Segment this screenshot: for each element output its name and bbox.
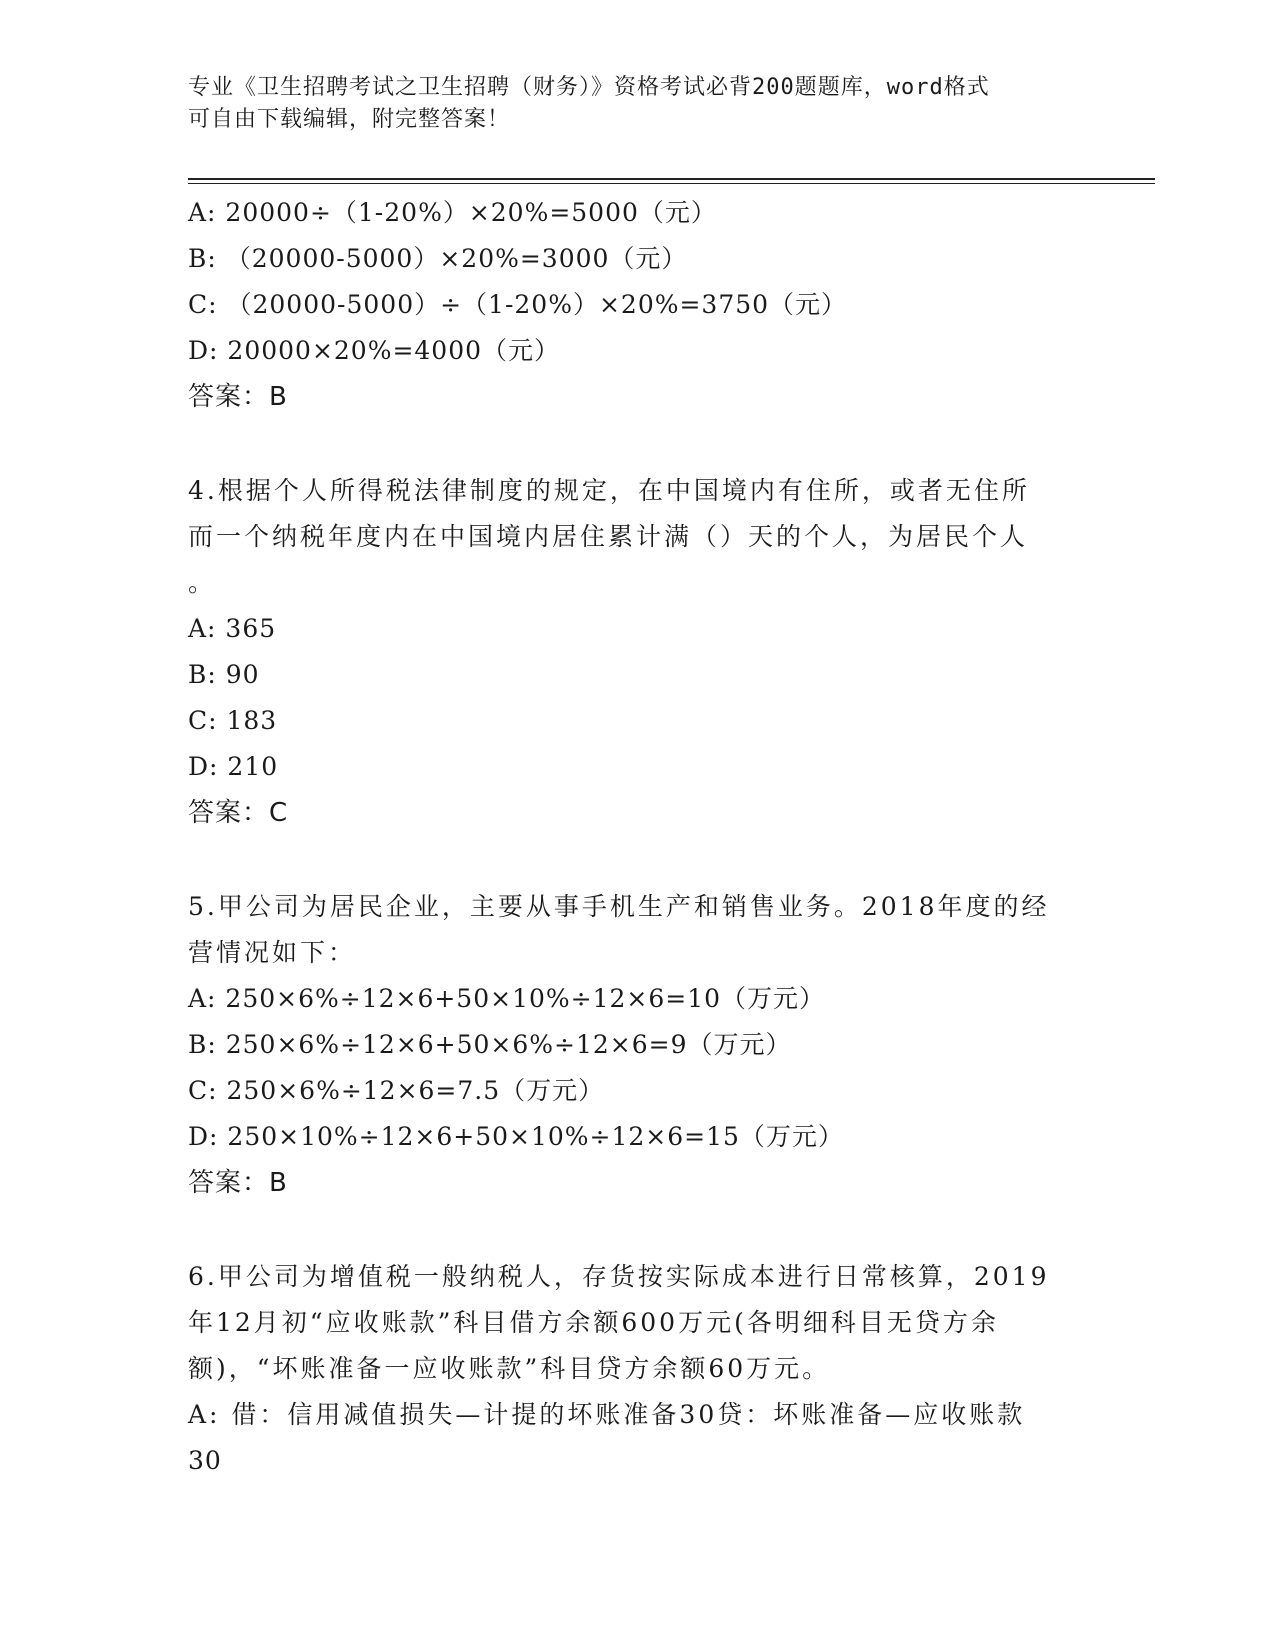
- header-divider-thin: [188, 183, 1155, 184]
- option-d: D: 20000×20%=4000（元）: [188, 336, 561, 365]
- option-b: B: 90: [188, 660, 260, 689]
- question-stem-line: 营情况如下：: [188, 938, 357, 967]
- question-stem-line: 。: [188, 568, 215, 597]
- option-b: B: 250×6%÷12×6+50×6%÷12×6=9（万元）: [188, 1030, 792, 1059]
- spacer: [188, 1206, 1068, 1254]
- answer-label: 答案：B: [188, 1168, 288, 1198]
- question-stem-line: 4.根据个人所得税法律制度的规定，在中国境内有住所，或者无住所: [188, 476, 1030, 505]
- header-line-2: 可自由下载编辑，附完整答案！: [188, 107, 511, 132]
- header-divider-thick: [188, 178, 1155, 180]
- header-line-1: 专业《卫生招聘考试之卫生招聘（财务）》资格考试必背200题题库，word格式: [188, 75, 990, 100]
- option-a-continued: 30: [188, 1446, 222, 1475]
- option-a: A: 250×6%÷12×6+50×10%÷12×6=10（万元）: [188, 984, 826, 1013]
- question-6: [188, 1254, 1068, 1484]
- question-stem-line: 额)，“坏账准备一应收账款”科目贷方余额60万元。: [188, 1354, 831, 1383]
- option-a: A: 365: [188, 614, 277, 643]
- spacer: [188, 836, 1068, 884]
- option-b: B: （20000-5000）×20%=3000（元）: [188, 244, 688, 273]
- document-body: [188, 190, 1068, 1484]
- question-5: [188, 884, 1068, 1206]
- question-stem-line: 年12月初“应收账款”科目借方余额600万元(各明细科目无贷方余: [188, 1308, 999, 1337]
- question-4: [188, 468, 1068, 836]
- spacer: [188, 420, 1068, 468]
- option-c: C: 250×6%÷12×6=7.5（万元）: [188, 1076, 605, 1105]
- answer-label: 答案：C: [188, 798, 289, 828]
- option-a: A: 借：信用减值损失—计提的坏账准备30贷：坏账准备—应收账款: [188, 1400, 1026, 1429]
- option-d: D: 250×10%÷12×6+50×10%÷12×6=15（万元）: [188, 1122, 844, 1151]
- option-c: C: （20000-5000）÷（1-20%）×20%=3750（元）: [188, 290, 848, 319]
- question-3: [188, 190, 1068, 420]
- option-a: A: 20000÷（1-20%）×20%=5000（元）: [188, 198, 717, 227]
- answer-label: 答案：B: [188, 382, 288, 412]
- question-stem-line: 而一个纳税年度内在中国境内居住累计满（）天的个人，为居民个人: [188, 522, 1029, 551]
- document-header: [188, 72, 1088, 136]
- option-d: D: 210: [188, 752, 279, 781]
- question-stem-line: 6.甲公司为增值税一般纳税人，存货按实际成本进行日常核算，2019: [188, 1262, 1050, 1291]
- question-stem-line: 5.甲公司为居民企业，主要从事手机生产和销售业务。2018年度的经: [188, 892, 1050, 921]
- option-c: C: 183: [188, 706, 278, 735]
